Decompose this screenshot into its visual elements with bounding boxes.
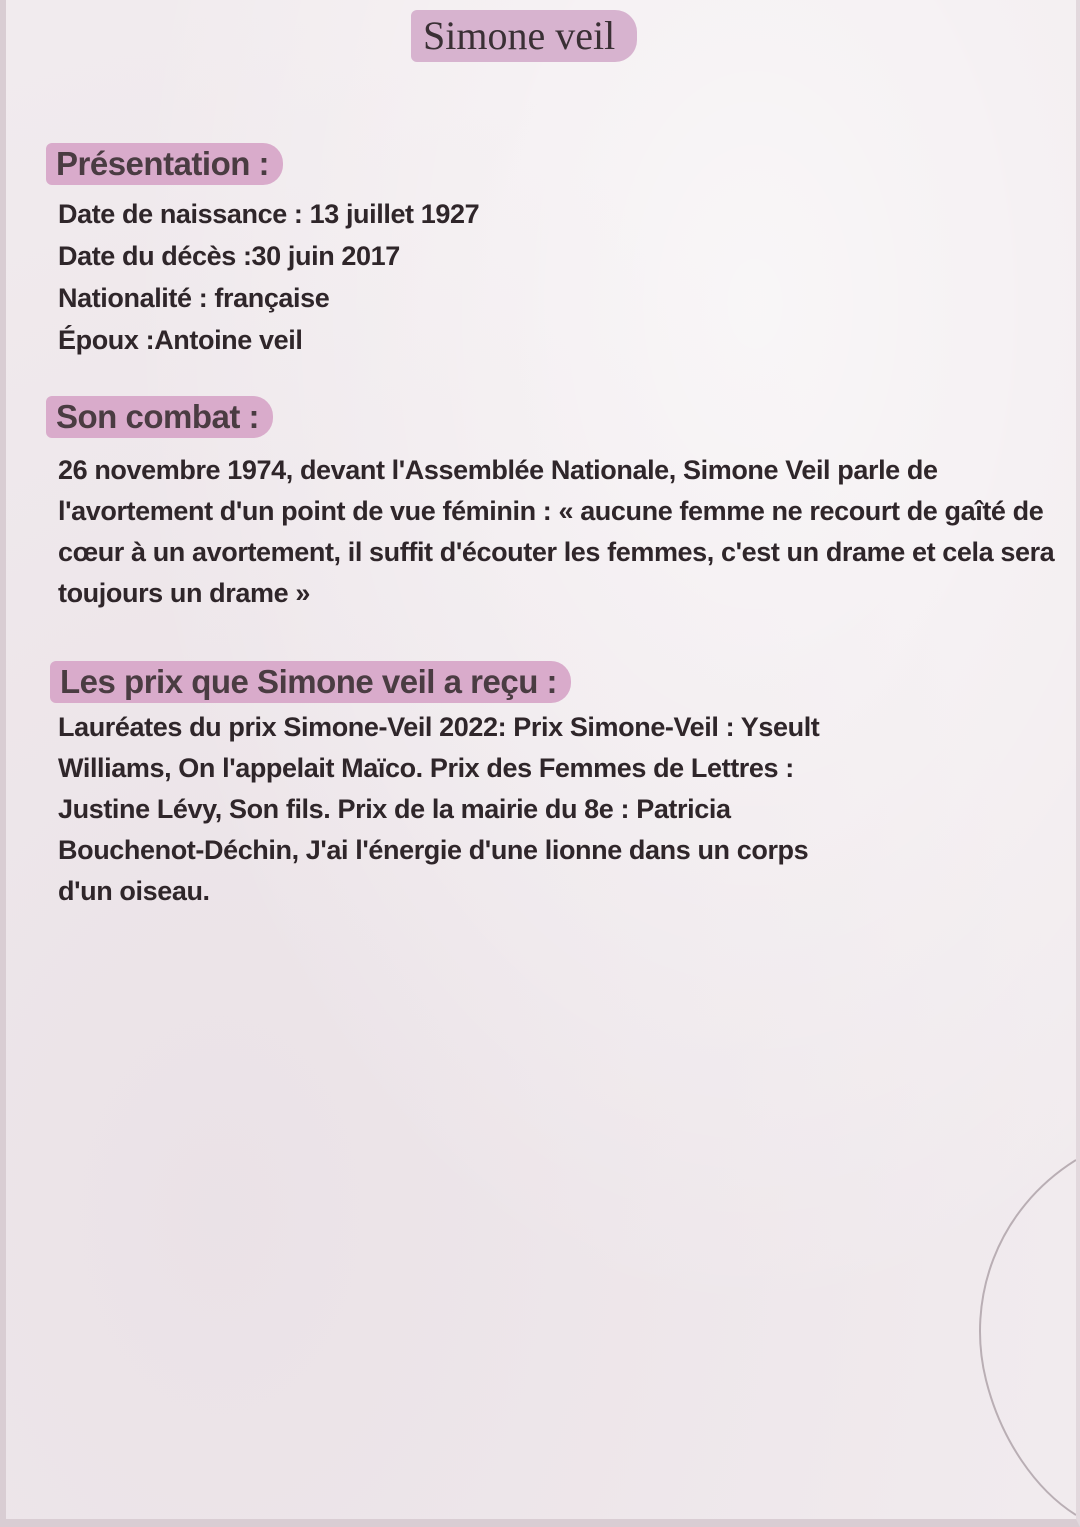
combat-paragraph: 26 novembre 1974, devant l'Assemblée Nationale, Simone Veil parle de l'avortement d'un point de vue féminin : « aucune femme ne recourt de gaîté de cœur à un avortement, il suffit d'écouter les femmes, c'est un drame et cela sera toujours un drame » <box>58 455 1055 608</box>
presentation-heading: Présentation : <box>46 143 283 185</box>
nationality-line: Nationalité : française <box>58 283 330 313</box>
death-date-line: Date du décès :30 juin 2017 <box>58 241 400 271</box>
birth-date-line: Date de naissance : 13 juillet 1927 <box>58 199 480 229</box>
spouse-line: Époux :Antoine veil <box>58 325 303 355</box>
paper-fold-mark <box>926 1120 1076 1520</box>
prix-paragraph: Lauréates du prix Simone-Veil 2022: Prix Simone-Veil : Yseult Williams, On l'appelait Maïco. Prix des Femmes de Lettres : Justine Lévy, Son fils. Prix de la mairie du 8e : Patricia Bouchenot-Déchin, J'ai l'énergie d'une lionne dans un corps d'un oiseau. <box>58 712 820 906</box>
prix-heading: Les prix que Simone veil a reçu : <box>50 661 571 703</box>
combat-heading: Son combat : <box>46 396 273 438</box>
presentation-list <box>58 193 479 361</box>
page-title: Simone veil <box>411 10 637 62</box>
